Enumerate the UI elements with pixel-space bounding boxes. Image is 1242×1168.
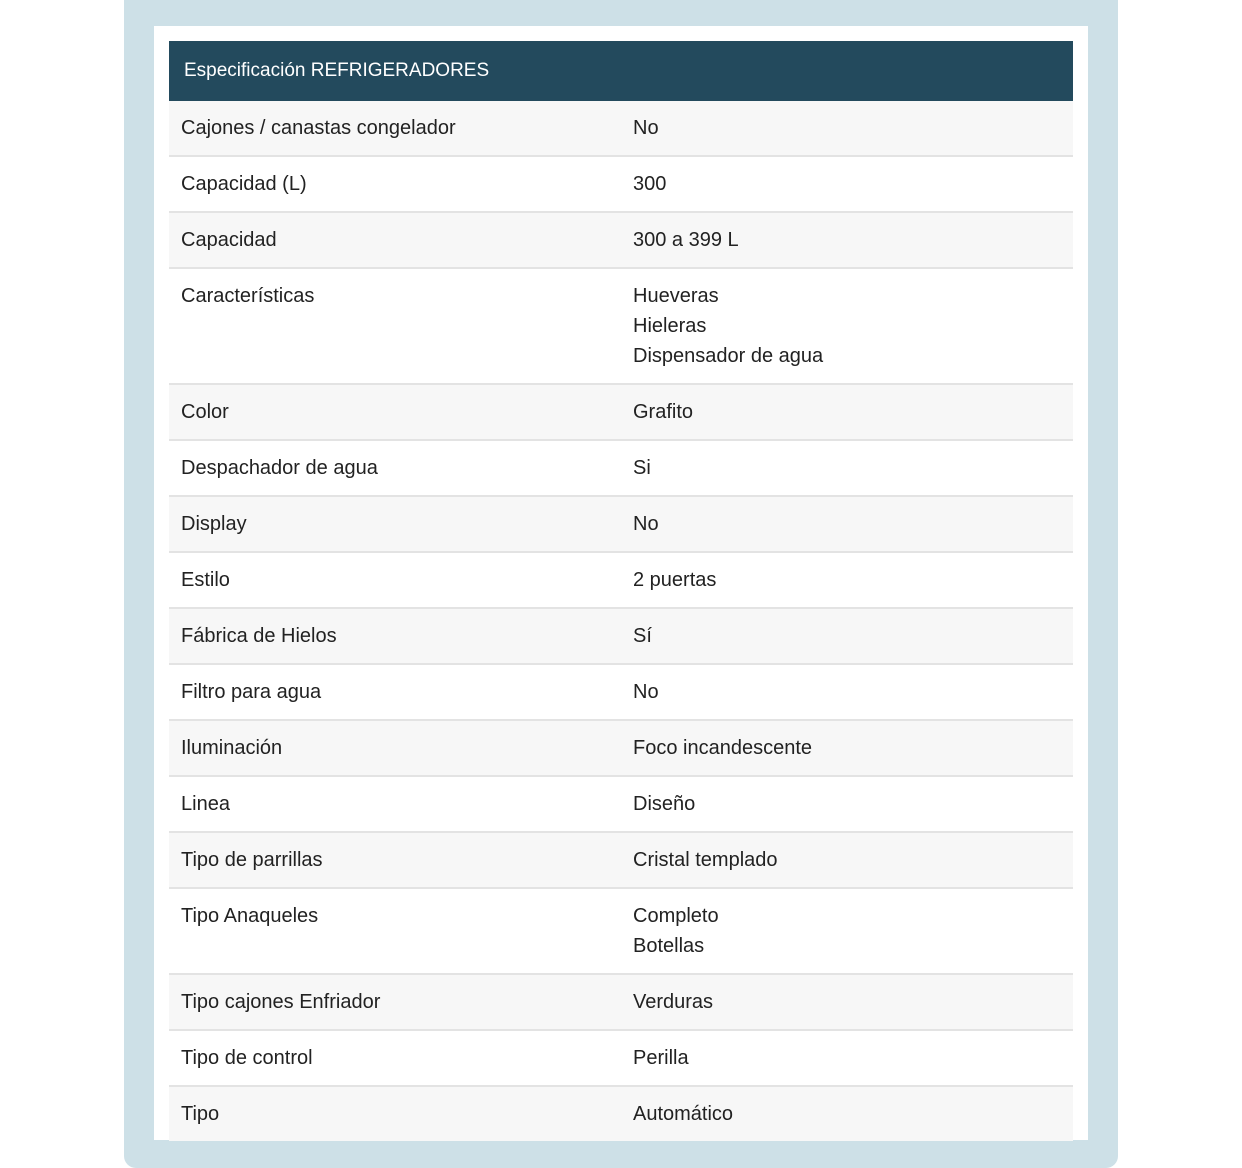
spec-row-value: Cristal templado <box>633 849 778 871</box>
spec-row-label: Cajones / canastas congelador <box>181 117 456 139</box>
spec-rows <box>169 101 1073 1141</box>
spec-row-label: Tipo <box>181 1103 220 1125</box>
spec-row-values <box>621 889 1073 973</box>
spec-row-values <box>621 721 1073 775</box>
spec-row-value: Foco incandescente <box>633 737 813 759</box>
spec-row-values <box>621 269 1073 383</box>
spec-row-values <box>621 441 1073 495</box>
spec-row <box>169 889 1073 975</box>
spec-row-values <box>621 975 1073 1029</box>
spec-row-values <box>621 497 1073 551</box>
spec-row-value: 300 a 399 L <box>633 229 739 251</box>
spec-panel-frame <box>124 0 1118 1168</box>
spec-card <box>154 26 1088 1140</box>
spec-row-values <box>621 101 1073 155</box>
spec-row-values <box>621 833 1073 887</box>
spec-row-label: Color <box>181 401 229 423</box>
spec-row-values <box>621 609 1073 663</box>
spec-row-label: Tipo de parrillas <box>181 849 323 871</box>
spec-row <box>169 833 1073 889</box>
spec-row <box>169 721 1073 777</box>
spec-row <box>169 609 1073 665</box>
spec-row-value: Automático <box>633 1103 734 1125</box>
spec-row-values <box>621 777 1073 831</box>
spec-row <box>169 975 1073 1031</box>
spec-row <box>169 213 1073 269</box>
spec-row <box>169 385 1073 441</box>
spec-row-value: Hueveras <box>633 285 719 307</box>
spec-row <box>169 665 1073 721</box>
spec-row <box>169 497 1073 553</box>
spec-row-label: Características <box>181 285 315 307</box>
spec-row-value: Grafito <box>633 401 694 423</box>
spec-row-value: Hieleras <box>633 315 707 337</box>
spec-row-values <box>621 1087 1073 1141</box>
spec-row-values <box>621 665 1073 719</box>
spec-row <box>169 1087 1073 1141</box>
spec-row-label: Display <box>181 513 247 535</box>
spec-row-value: Si <box>633 457 651 479</box>
spec-row-value: Diseño <box>633 793 696 815</box>
spec-row-label: Tipo cajones Enfriador <box>181 991 381 1013</box>
spec-row-value: No <box>633 513 659 535</box>
spec-row-values <box>621 385 1073 439</box>
spec-row <box>169 1031 1073 1087</box>
spec-row <box>169 157 1073 213</box>
spec-row-value: 300 <box>633 173 667 195</box>
spec-row <box>169 269 1073 385</box>
spec-row-value: 2 puertas <box>633 569 717 591</box>
spec-row-label: Fábrica de Hielos <box>181 625 337 647</box>
spec-row-label: Capacidad (L) <box>181 173 307 195</box>
spec-row-label: Iluminación <box>181 737 283 759</box>
spec-row-label: Estilo <box>181 569 230 591</box>
spec-table <box>169 41 1073 1141</box>
spec-row-label: Filtro para agua <box>181 681 322 703</box>
spec-row <box>169 441 1073 497</box>
spec-row-value: No <box>633 681 659 703</box>
spec-row-value: Botellas <box>633 935 705 957</box>
spec-row <box>169 777 1073 833</box>
spec-row-values <box>621 1031 1073 1085</box>
spec-row-value: Verduras <box>633 991 714 1013</box>
spec-row <box>169 553 1073 609</box>
spec-row-values <box>621 553 1073 607</box>
spec-row-values <box>621 157 1073 211</box>
spec-row-label: Tipo Anaqueles <box>181 905 319 927</box>
spec-row-value: Perilla <box>633 1047 689 1069</box>
spec-row-value: Dispensador de agua <box>633 345 824 367</box>
spec-table-title: Especificación REFRIGERADORES <box>184 60 490 81</box>
spec-row <box>169 101 1073 157</box>
spec-row-label: Linea <box>181 793 230 815</box>
spec-table-header <box>169 41 1073 101</box>
spec-row-label: Tipo de control <box>181 1047 313 1069</box>
spec-row-value: Completo <box>633 905 719 927</box>
spec-row-values <box>621 213 1073 267</box>
spec-row-value: No <box>633 117 659 139</box>
spec-row-label: Despachador de agua <box>181 457 378 479</box>
spec-row-label: Capacidad <box>181 229 277 251</box>
spec-row-value: Sí <box>633 625 652 647</box>
